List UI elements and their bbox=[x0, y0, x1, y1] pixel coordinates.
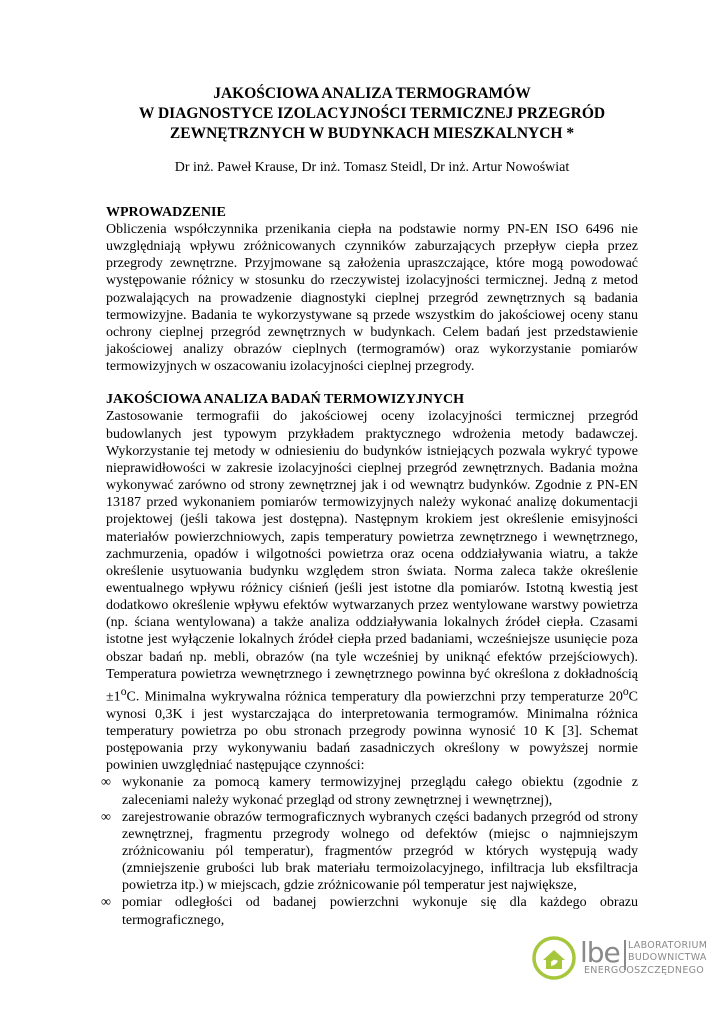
document-page bbox=[101, 84, 638, 929]
procedure-list bbox=[101, 774, 638, 928]
section-introduction bbox=[106, 204, 638, 375]
list-item bbox=[101, 809, 638, 895]
list-item bbox=[101, 894, 638, 928]
logo-text-line-3: ENERGOOSZCZĘDNEGO bbox=[584, 965, 705, 976]
list-item-text: zarejestrowanie obrazów termograficznych wybranych części badanych przegród od strony zewnętrznej, fragmentu przegrody wolnego od defektów (miejsc o najmniejszym zróżnicowaniu pól temperatur), fragmentów przegród w których występują wady (zmniejszenie grubości lub brak materiału termoizolacyjnego, infiltracja lub eksfiltracja powietrza itp.) w miejscach, gdzie zróżnicowanie pól temperatur jest największe, bbox=[122, 809, 638, 894]
paragraph-text-part-3: C wynosi 0,3K i jest wystarczająca do interpretowania termogramów. Minimalna różnica temperatury powietrza po obu stronach przegrody powinna wynosić 10 K [3]. Schemat postępowania przy wykonywaniu badań zasadniczych określony w powyższej normie powinien uwzględniać następujące czynności: bbox=[106, 689, 638, 774]
lbe-logo bbox=[528, 934, 718, 1006]
title-line-2: W DIAGNOSTYCE IZOLACYJNOŚCI TERMICZNEJ PRZEGRÓD bbox=[138, 105, 606, 122]
logo-abbreviation: lbe bbox=[580, 936, 620, 969]
introduction-paragraph: Obliczenia współczynnika przenikania ciepła na podstawie normy PN-EN ISO 6496 nie uwzględniają wpływu zróżnicowanych czynników zaburzających przepływ ciepła przez przegrody zewnętrzne. Przyjmowane są założenia upraszczające, które mogą powodować występowanie różnicy w stosunku do rzeczywistej izolacyjności termicznej. Jedną z metod pozwalających na prowadzenie diagnostyki cieplnej przegród zewnętrznych są badania termowizyjne. Badania te wykorzystywane są przede wszystkim do jakościowej oceny stanu ochrony cieplnej przegród zewnętrznych w budynkach. Celem badań jest przedstawienie jakościowej analizy obrazów cieplnych (termogramów) oraz wykorzystanie pomiarów termowizyjnych w oszacowaniu izolacyjności cieplnej przegrody. bbox=[106, 222, 638, 375]
document-title bbox=[106, 84, 638, 144]
list-item bbox=[101, 774, 638, 808]
infinity-bullet-icon: ∞ bbox=[101, 775, 111, 791]
section-heading-introduction: WPROWADZENIE bbox=[106, 205, 226, 220]
logo-text-line-2: BUDOWNICTWA bbox=[628, 952, 707, 963]
infinity-bullet-icon: ∞ bbox=[101, 809, 111, 825]
house-leaf-icon bbox=[532, 936, 576, 980]
title-line-3: ZEWNĘTRZNYCH W BUDYNKACH MIESZKALNYCH * bbox=[169, 125, 575, 142]
paragraph-text-part-2: C. Minimalna wykrywalna różnica temperatury dla powierzchni przy temperaturze 20 bbox=[126, 689, 623, 705]
logo-text-line-1: LABORATORIUM bbox=[628, 940, 708, 951]
authors: Dr inż. Paweł Krause, Dr inż. Tomasz Steidl, Dr inż. Artur Nowoświat bbox=[174, 160, 570, 175]
qualitative-analysis-paragraph bbox=[106, 408, 638, 774]
degree-superscript-2: o bbox=[622, 684, 629, 698]
title-line-1: JAKOŚCIOWA ANALIZA TERMOGRAMÓW bbox=[213, 85, 531, 102]
list-item-text: pomiar odległości od badanej powierzchni wykonuje się dla każdego obrazu termograficznego, bbox=[122, 895, 638, 928]
degree-superscript-1: o bbox=[120, 684, 127, 698]
list-item-text: wykonanie za pomocą kamery termowizyjnej przeglądu całego obiektu (zgodnie z zaleceniami należy wykonać przegląd od strony zewnętrznej i wewnętrznej), bbox=[122, 775, 638, 808]
section-qualitative-analysis bbox=[101, 391, 638, 928]
paragraph-text-part-1: Zastosowanie termografii do jakościowej oceny izolacyjności termicznej przegród budowlanych jest typowym przykładem praktycznego wdrożenia metody badawczej. Wykorzystanie tej metody w odniesieniu do budynków istniejących pozwala wykryć typowe nieprawidłowości w zakresie izolacyjności cieplnej przegród zewnętrznych. Badania można wykonywać zarówno od strony zewnętrznej jak i od wewnątrz budynków. Zgodnie z PN-EN 13187 przed wykonaniem pomiarów termowizyjnych należy wykonać analizę dokumentacji projektowej (jeśli takowa jest dostępna). Następnym krokiem jest określenie emisyjności materiałów powierzchniowych, zapis temperatury powietrza zewnętrznego i wewnętrznego, zachmurzenia, opadów i wilgotności powietrza oraz ocena oddziaływania wiatru, a także określenie usytuowania budynku względem stron świata. Norma zaleca także określenie ewentualnego wpływu różnicy ciśnień (jeśli jest istotne dla pomiarów. Istotną kwestią jest dodatkowo określenie wpływu efektów wytwarzanych przez wentylowane warstwy powietrza (np. ściana wentylowana) a także analiza oddziaływania lokalnych źródeł ciepła. Czasami istotne jest wyłączenie lokalnych źródeł ciepła przed badaniami, wcześniejsze usunięcie poza obszar badań np. mebli, obrazów (na tyle wcześniej by uniknąć efektów przejściowych). Temperatura powietrza wewnętrznego i zewnętrznego powinna być określona z dokładnością ±1 bbox=[106, 409, 638, 705]
infinity-bullet-icon: ∞ bbox=[101, 895, 111, 911]
section-heading-qualitative-analysis: JAKOŚCIOWA ANALIZA BADAŃ TERMOWIZYJNYCH bbox=[106, 392, 464, 408]
